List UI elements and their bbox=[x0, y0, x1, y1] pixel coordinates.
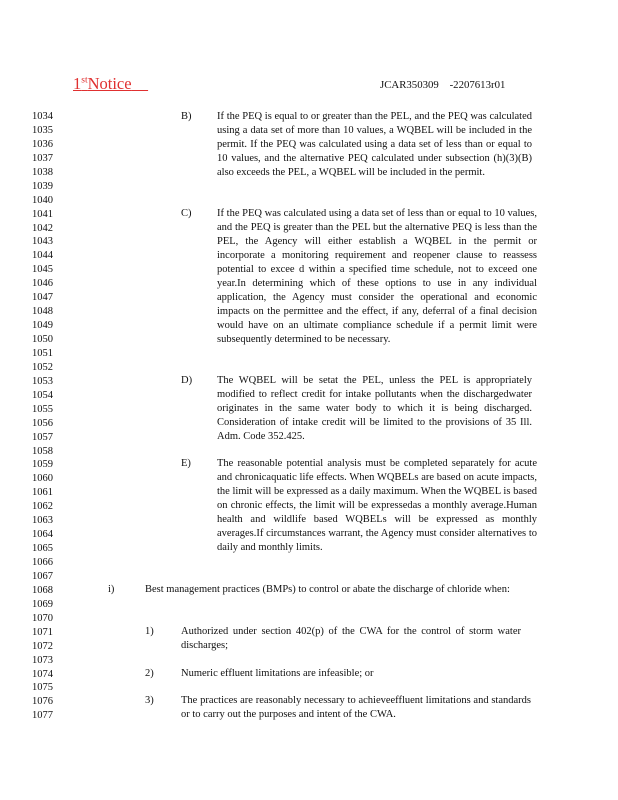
paragraph-i: Best management practices (BMPs) to control or abate the discharge of chloride when: bbox=[145, 584, 510, 595]
line-number: 1034 bbox=[32, 111, 53, 122]
line-number: 1064 bbox=[32, 529, 53, 541]
label-i1: 1) bbox=[145, 626, 154, 637]
line-number: 1062 bbox=[32, 501, 53, 513]
line-number: 1046 bbox=[32, 278, 53, 290]
paragraph-E: The reasonable potential analysis must be completed separately for acute and chronicaquatic life effects. When WQBELs are based on acute impacts, the limit will be expressed as a daily maximum. When the WQBEL is based on chronic effects, the limit will be expressedas a monthly average.Human health and wildlife based WQBELs will be expressed as monthly averages.If circumstances warrant, the Agency must consider alternatives to daily and monthly limits. bbox=[217, 458, 537, 553]
line-number: 1070 bbox=[32, 612, 53, 624]
line-number: 1059 bbox=[32, 459, 53, 471]
paragraph-i2: Numeric effluent limitations are infeasible; or bbox=[181, 668, 374, 679]
label-i2: 2) bbox=[145, 668, 154, 679]
line-number: 1068 bbox=[32, 584, 53, 596]
jcar-code: JCAR350309 -2207613r01 bbox=[380, 79, 506, 91]
paragraph-B: If the PEQ is equal to or greater than the PEL, and the PEQ was calculated using a data set of more than 10 values, a WQBEL will be included in the permit. If the PEQ was calculated using a data set of less than or equal to 10 values, and the alternative PEQ calculated under subsection (h)(3)(B) also exceeds the PEL, a WQBEL will be included in the permit. bbox=[217, 111, 532, 178]
line-number: 1043 bbox=[32, 236, 53, 248]
line-number: 1048 bbox=[32, 306, 53, 318]
paragraph-i3: The practices are reasonably necessary to achieveeffluent limitations and standards or to carry out the purposes and intent of the CWA. bbox=[181, 695, 531, 720]
label-i3: 3) bbox=[145, 695, 154, 706]
line-number: 1047 bbox=[32, 292, 53, 304]
line-number: 1056 bbox=[32, 417, 53, 429]
line-number: 1054 bbox=[32, 389, 53, 401]
paragraph-C: If the PEQ was calculated using a data set of less than or equal to 10 values, and the PEQ is greater than the PEL but the alternative PEQ is less than the PEL, the Agency will either establish a WQBEL in the permit or incorporate a monitoring requirement and reopener clause to reassess potential to excee d within a specified time schedule, not to exceed one year.In determining which of these options to use in any individual application, the Agency must consider the operational and economic impacts on the permittee and the effect, if any, deferral of a final decision would have on an ultimate compliance schedule if a permit limit were subsequently determined to be necessary. bbox=[217, 208, 537, 345]
line-number: 1077 bbox=[32, 710, 53, 722]
line-number: 1057 bbox=[32, 431, 53, 443]
line-number: 1058 bbox=[32, 445, 53, 457]
line-number: 1051 bbox=[32, 347, 53, 359]
line-number: 1061 bbox=[32, 487, 53, 499]
line-number: 1073 bbox=[32, 654, 53, 666]
notice-title: 1stNotice bbox=[73, 74, 132, 93]
line-number: 1075 bbox=[32, 682, 53, 694]
line-number: 1049 bbox=[32, 320, 53, 332]
line-number: 1053 bbox=[32, 375, 53, 387]
line-number: 1069 bbox=[32, 598, 53, 610]
line-number: 1045 bbox=[32, 264, 53, 276]
line-number: 1044 bbox=[32, 250, 53, 262]
label-B: B) bbox=[181, 111, 192, 122]
line-number: 1040 bbox=[32, 194, 53, 206]
line-number: 1050 bbox=[32, 334, 53, 345]
label-D: D) bbox=[181, 375, 193, 386]
line-number: 1065 bbox=[32, 543, 53, 555]
paragraph-i1: Authorized under section 402(p) of the CWA for the control of storm water discharges; bbox=[181, 626, 521, 651]
line-number: 1063 bbox=[32, 515, 53, 527]
line-number: 1039 bbox=[32, 180, 53, 192]
line-number: 1072 bbox=[32, 640, 53, 652]
line-number: 1060 bbox=[32, 473, 53, 485]
line-number: 1035 bbox=[32, 124, 53, 136]
line-number: 1038 bbox=[32, 166, 53, 178]
label-C: C) bbox=[181, 208, 192, 219]
line-number: 1074 bbox=[32, 668, 53, 680]
line-number: 1052 bbox=[32, 361, 53, 373]
line-numbers bbox=[32, 110, 58, 723]
line-number: 1067 bbox=[32, 570, 53, 582]
line-number: 1076 bbox=[32, 696, 53, 708]
line-number: 1037 bbox=[32, 152, 53, 164]
paragraph-D: The WQBEL will be setat the PEL, unless the PEL is appropriately modified to reflect credit for intake pollutants when the dischargedwater originates in the same water body to which it is being discharged. Consideration of intake credit will be limited to the provisions of 35 Ill. Adm. Code 352.425. bbox=[217, 375, 532, 442]
label-E: E) bbox=[181, 458, 191, 469]
line-number: 1041 bbox=[32, 208, 53, 220]
line-number: 1066 bbox=[32, 557, 53, 568]
line-number: 1071 bbox=[32, 626, 53, 638]
line-number: 1036 bbox=[32, 138, 53, 150]
line-number: 1055 bbox=[32, 403, 53, 415]
label-i: i) bbox=[108, 584, 115, 595]
line-number: 1042 bbox=[32, 222, 53, 234]
